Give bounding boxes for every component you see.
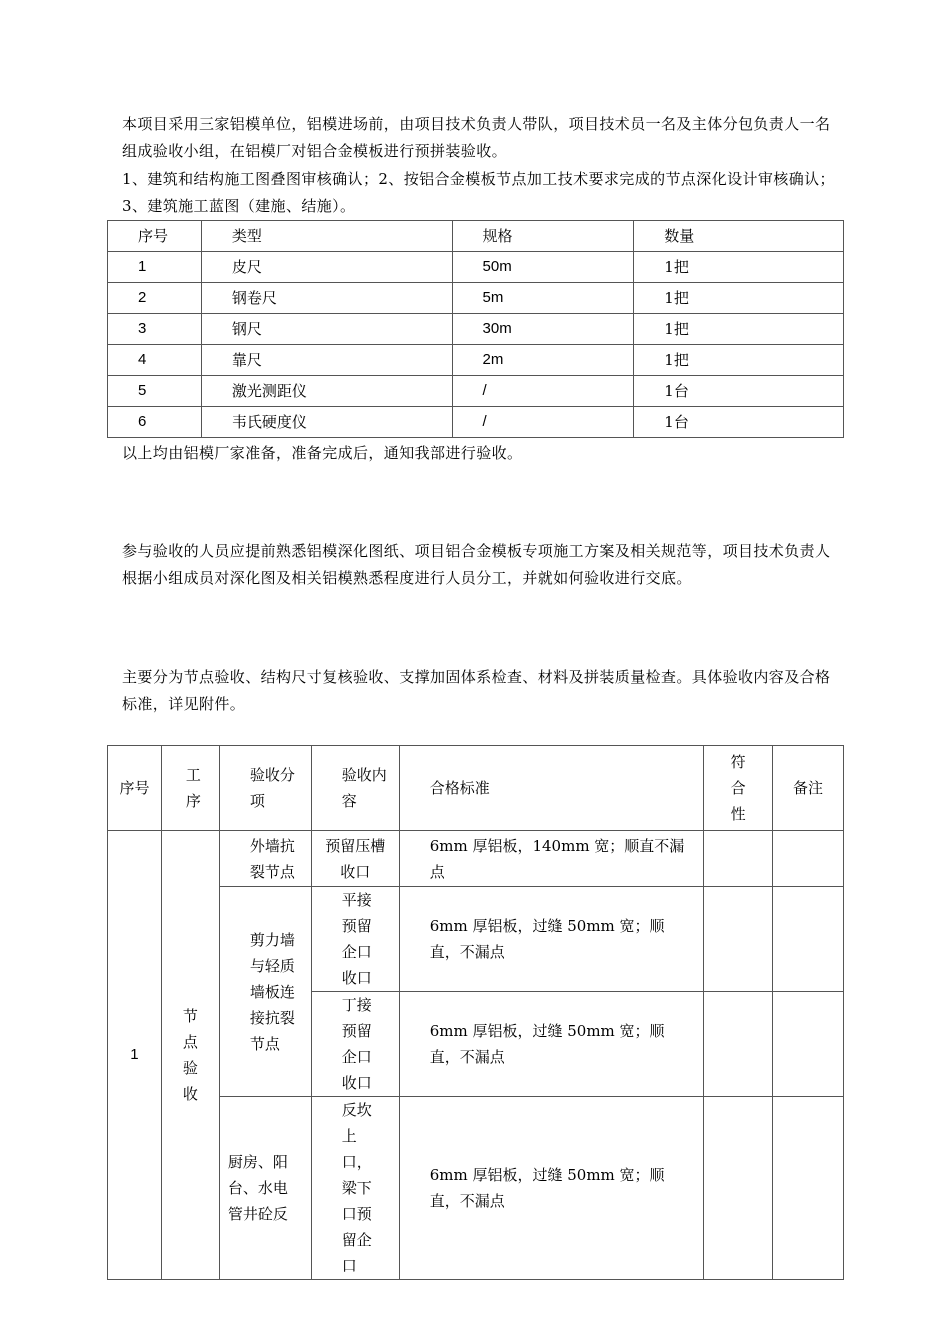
cell-type: 激光测距仪 [201, 376, 452, 407]
header-conform: 符合性 [704, 746, 773, 831]
cell-seq: 2 [108, 283, 202, 314]
cell-process: 节点验收 [161, 831, 219, 1280]
cell-seq: 4 [108, 345, 202, 376]
table-row [108, 283, 844, 314]
cell-type: 皮尺 [201, 252, 452, 283]
cell-spec: 5m [452, 283, 634, 314]
cell-conform [704, 992, 773, 1097]
header-item: 验收分项 [219, 746, 311, 831]
cell-remark [773, 887, 844, 992]
cell-remark [773, 992, 844, 1097]
cell-seq: 1 [108, 831, 162, 1280]
table-header-row [108, 221, 844, 252]
cell-seq: 3 [108, 314, 202, 345]
cell-type: 韦氏硬度仪 [201, 407, 452, 438]
header-seq: 序号 [108, 746, 162, 831]
cell-type: 钢卷尺 [201, 283, 452, 314]
header-seq: 序号 [108, 221, 202, 252]
cell-standard: 6mm 厚铝板，过缝 50mm 宽；顺直，不漏点 [399, 1097, 703, 1280]
paragraph-personnel: 参与验收的人员应提前熟悉铝模深化图纸、项目铝合金模板专项施工方案及相关规范等，项目技术负责人根据小组成员对深化图及相关铝模熟悉程度进行人员分工，并就如何验收进行交底。 [122, 542, 831, 587]
cell-qty: 1把 [634, 283, 844, 314]
paragraph-preparation: 以上均由铝模厂家准备，准备完成后，通知我部进行验收。 [122, 444, 523, 462]
cell-qty: 1台 [634, 376, 844, 407]
header-spec: 规格 [452, 221, 634, 252]
table-row [108, 831, 844, 887]
acceptance-table [107, 745, 844, 1280]
cell-standard: 6mm 厚铝板，过缝 50mm 宽；顺直，不漏点 [399, 887, 703, 992]
header-process: 工序 [161, 746, 219, 831]
cell-spec: 2m [452, 345, 634, 376]
header-qty: 数量 [634, 221, 844, 252]
cell-content: 平接预留企口收口 [311, 887, 399, 992]
cell-seq: 5 [108, 376, 202, 407]
cell-spec: / [452, 407, 634, 438]
cell-content: 丁接预留企口收口 [311, 992, 399, 1097]
cell-content: 反坎上口，梁下口预留企口 [311, 1097, 399, 1280]
cell-qty: 1台 [634, 407, 844, 438]
cell-item: 剪力墙与轻质墙板连接抗裂节点 [219, 887, 311, 1097]
cell-remark [773, 831, 844, 887]
cell-conform [704, 831, 773, 887]
cell-qty: 1把 [634, 252, 844, 283]
cell-spec: 50m [452, 252, 634, 283]
paragraph-team: 本项目采用三家铝模单位，铝模进场前，由项目技术负责人带队，项目技术员一名及主体分包负责人一名组成验收小组，在铝模厂对铝合金模板进行预拼装验收。 [122, 115, 831, 160]
table-row [108, 345, 844, 376]
cell-content: 预留压槽收口 [311, 831, 399, 887]
cell-qty: 1把 [634, 314, 844, 345]
tools-table [107, 220, 844, 438]
table-row [108, 252, 844, 283]
table-row [108, 376, 844, 407]
cell-standard: 6mm 厚铝板，140mm 宽；顺直不漏点 [399, 831, 703, 887]
table-row [108, 314, 844, 345]
paragraph-content: 主要分为节点验收、结构尺寸复核验收、支撑加固体系检查、材料及拼装质量检查。具体验收内容及合格标准，详见附件。 [122, 668, 831, 713]
cell-seq: 6 [108, 407, 202, 438]
cell-conform [704, 887, 773, 992]
table-row [108, 407, 844, 438]
cell-seq: 1 [108, 252, 202, 283]
cell-item: 厨房、阳台、水电管井砼反 [219, 1097, 311, 1280]
cell-qty: 1把 [634, 345, 844, 376]
cell-spec: / [452, 376, 634, 407]
cell-conform [704, 1097, 773, 1280]
cell-type: 靠尺 [201, 345, 452, 376]
header-remark: 备注 [773, 746, 844, 831]
cell-type: 钢尺 [201, 314, 452, 345]
paragraph-docs: 1、建筑和结构施工图叠图审核确认；2、按铝合金模板节点加工技术要求完成的节点深化设计审核确认；3、建筑施工蓝图（建施、结施）。 [122, 170, 835, 215]
cell-spec: 30m [452, 314, 634, 345]
table-header-row [108, 746, 844, 831]
cell-remark [773, 1097, 844, 1280]
header-standard: 合格标准 [399, 746, 703, 831]
cell-item: 外墙抗裂节点 [219, 831, 311, 887]
header-type: 类型 [201, 221, 452, 252]
header-content: 验收内容 [311, 746, 399, 831]
cell-standard: 6mm 厚铝板，过缝 50mm 宽；顺直，不漏点 [399, 992, 703, 1097]
